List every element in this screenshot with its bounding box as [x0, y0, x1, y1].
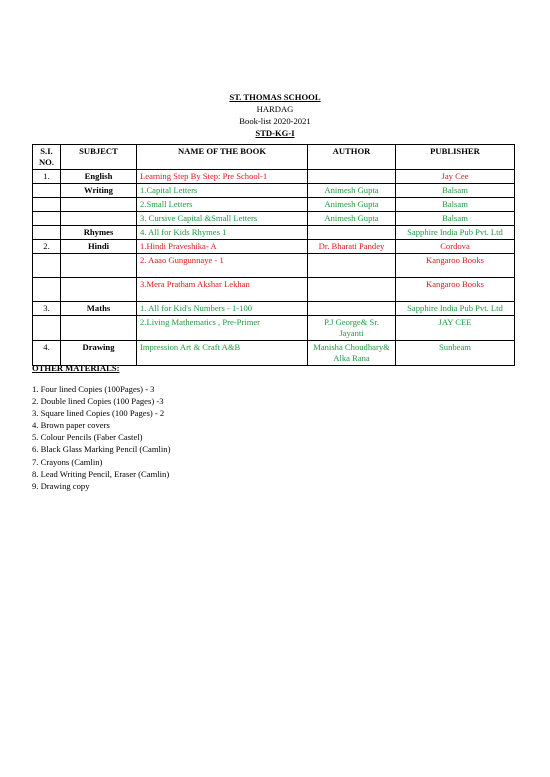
cell-book: 2.Living Mathematics , Pre-Primer	[137, 316, 308, 341]
booklist-year: Book-list 2020-2021	[239, 116, 311, 126]
column-header-publisher: PUBLISHER	[396, 145, 515, 170]
material-item: 3. Square lined Copies (100 Pages) - 2	[32, 408, 165, 419]
column-header-author: AUTHOR	[308, 145, 396, 170]
cell-publisher: Balsam	[396, 184, 515, 198]
cell-author	[308, 302, 396, 316]
cell-sno: 2.	[33, 240, 61, 254]
table-row	[33, 254, 515, 278]
table-row	[33, 278, 515, 302]
table-row	[33, 212, 515, 226]
other-materials-list	[32, 383, 170, 492]
table-row	[33, 184, 515, 198]
cell-sno	[33, 226, 61, 240]
cell-author: Animesh Gupta	[308, 184, 396, 198]
table-body	[33, 170, 515, 366]
cell-subject	[61, 198, 137, 212]
cell-sno	[33, 198, 61, 212]
material-item: 9. Drawing copy	[32, 480, 90, 491]
cell-sno: 3.	[33, 302, 61, 316]
cell-book: Learning Step By Step: Pre School-1	[137, 170, 308, 184]
cell-subject: Maths	[61, 302, 137, 316]
cell-publisher: Sapphire India Pub Pvt. Ltd	[396, 226, 515, 240]
cell-author: Manisha Choudhary& Alka Rana	[308, 341, 396, 366]
cell-subject: Drawing	[61, 341, 137, 366]
material-item: 7. Crayons (Camlin)	[32, 456, 103, 467]
cell-subject: English	[61, 170, 137, 184]
material-item: 5. Colour Pencils (Faber Castel)	[32, 432, 143, 443]
cell-book: 2.Small Letters	[137, 198, 308, 212]
cell-book: 1.Hindi Praveshika- A	[137, 240, 308, 254]
cell-author	[308, 278, 396, 302]
cell-sno	[33, 278, 61, 302]
cell-sno: 1.	[33, 170, 61, 184]
cell-author	[308, 254, 396, 278]
cell-sno	[33, 184, 61, 198]
cell-book: 4. All for Kids Rhymes 1	[137, 226, 308, 240]
table-row	[33, 302, 515, 316]
cell-book: Impression Art & Craft A&B	[137, 341, 308, 366]
cell-sno: 4.	[33, 341, 61, 366]
cell-subject: Hindi	[61, 240, 137, 254]
cell-author	[308, 170, 396, 184]
cell-book: 1.Capital Letters	[137, 184, 308, 198]
cell-subject: Writing	[61, 184, 137, 198]
table-row	[33, 316, 515, 341]
table-header-row	[33, 145, 515, 170]
cell-subject	[61, 212, 137, 226]
cell-sno	[33, 212, 61, 226]
table-row	[33, 226, 515, 240]
cell-author: Animesh Gupta	[308, 198, 396, 212]
cell-book: 3. Cursive Capital &Small Letters	[137, 212, 308, 226]
cell-author: Dr. Bharati Pandey	[308, 240, 396, 254]
cell-subject	[61, 278, 137, 302]
cell-sno	[33, 316, 61, 341]
cell-publisher: Sapphire India Pub Pvt. Ltd	[396, 302, 515, 316]
column-header-sno: S.I. NO.	[33, 145, 61, 170]
cell-book: 3.Mera Pratham Akshar Lekhan	[137, 278, 308, 302]
table-row	[33, 240, 515, 254]
cell-subject: Rhymes	[61, 226, 137, 240]
cell-sno	[33, 254, 61, 278]
material-item: 2. Double lined Copies (100 Pages) -3	[32, 396, 164, 407]
school-name: ST. THOMAS SCHOOL	[229, 92, 321, 102]
column-header-book: NAME OF THE BOOK	[137, 145, 308, 170]
cell-subject	[61, 254, 137, 278]
material-item: 4. Brown paper covers	[32, 420, 110, 431]
cell-author	[308, 226, 396, 240]
material-item: 1. Four lined Copies (100Pages) - 3	[32, 384, 155, 394]
cell-publisher: Cordova	[396, 240, 515, 254]
cell-book: 1. All for Kid's Numbers - 1-100	[137, 302, 308, 316]
table-row	[33, 198, 515, 212]
cell-author: Animesh Gupta	[308, 212, 396, 226]
school-place: HARDAG	[256, 104, 294, 114]
cell-publisher: Kangaroo Books	[396, 254, 515, 278]
cell-publisher: JAY CEE	[396, 316, 515, 341]
book-list-table	[32, 144, 515, 366]
table-row	[33, 341, 515, 366]
cell-author: P.J George& Sr. Jayanti	[308, 316, 396, 341]
cell-publisher: Sunbeam	[396, 341, 515, 366]
other-materials-title: OTHER MATERIALS:	[32, 363, 120, 373]
material-item: 8. Lead Writing Pencil, Eraser (Camlin)	[32, 468, 170, 479]
material-item: 6. Black Glass Marking Pencil (Camlin)	[32, 444, 171, 455]
class-title: STD-KG-I	[255, 128, 295, 138]
cell-subject	[61, 316, 137, 341]
cell-book: 2. Aaao Gungunnaye - 1	[137, 254, 308, 278]
cell-publisher: Balsam	[396, 212, 515, 226]
table-row	[33, 170, 515, 184]
column-header-subject: SUBJECT	[61, 145, 137, 170]
cell-publisher: Balsam	[396, 198, 515, 212]
cell-publisher: Jay Cee	[396, 170, 515, 184]
cell-publisher: Kangaroo Books	[396, 278, 515, 302]
